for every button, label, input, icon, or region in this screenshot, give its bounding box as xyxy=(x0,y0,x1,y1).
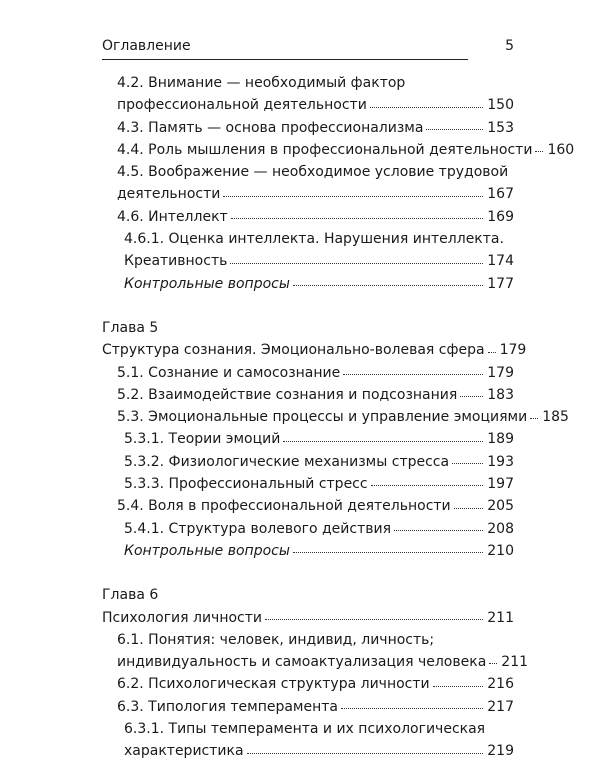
toc-entry-title: Структура сознания. Эмоционально-волевая сфера xyxy=(102,342,485,359)
dot-leader xyxy=(371,485,484,486)
dot-leader xyxy=(230,263,483,264)
toc-entry-title: индивидуальность и самоактуализация человека xyxy=(117,654,487,671)
toc-entry-page: 153 xyxy=(487,119,514,136)
toc-entry[interactable] xyxy=(102,607,514,629)
dot-leader xyxy=(452,463,483,464)
dot-leader xyxy=(283,441,483,442)
dot-leader xyxy=(293,552,483,553)
dot-leader xyxy=(454,508,484,509)
toc-entry xyxy=(102,317,514,339)
toc-entry[interactable] xyxy=(102,183,514,205)
header-rule xyxy=(102,59,468,60)
toc-entry-title: 6.3. Типология темперамента xyxy=(117,698,338,715)
toc-entry-title: 5.2. Взаимодействие сознания и подсознания xyxy=(117,386,458,403)
toc-entry-page: 210 xyxy=(487,542,514,559)
dot-leader xyxy=(341,708,483,709)
toc-entry-title: 5.4.1. Структура волевого действия xyxy=(124,520,392,537)
toc-entry[interactable] xyxy=(102,473,514,495)
toc-entry-title: 5.4. Воля в профессиональной деятельности xyxy=(117,498,451,515)
toc-entry-page: 169 xyxy=(487,208,514,225)
toc-entry-title: 6.2. Психологическая структура личности xyxy=(117,676,430,693)
toc-entry-line xyxy=(102,72,514,94)
dot-leader xyxy=(343,374,483,375)
toc-entry-title: 4.3. Память — основа профессионализма xyxy=(117,119,424,136)
toc-entry[interactable] xyxy=(102,651,529,673)
toc-entry[interactable] xyxy=(102,696,514,718)
toc-entry-title: 6.3.1. Типы темперамента и их психологическая xyxy=(124,721,486,738)
header-page-number: 5 xyxy=(505,38,514,54)
toc-entry-title: 5.3.3. Профессиональный стресс xyxy=(124,476,368,493)
dot-leader xyxy=(247,753,484,754)
toc-entry-page: 217 xyxy=(487,698,514,715)
toc-entry-title: 5.1. Сознание и самосознание xyxy=(117,364,341,381)
header-title: Оглавление xyxy=(102,38,191,54)
toc-entry-title: 4.6.1. Оценка интеллекта. Нарушения интеллекта. xyxy=(124,231,504,248)
toc-entry-title: профессиональной деятельности xyxy=(117,97,367,114)
toc-entry-line xyxy=(102,161,514,183)
dot-leader xyxy=(394,530,483,531)
toc-entry[interactable] xyxy=(102,362,514,384)
dot-leader xyxy=(265,619,483,620)
toc-entry-line xyxy=(102,629,514,651)
toc-entry-page: 177 xyxy=(487,275,514,292)
dot-leader xyxy=(535,151,543,152)
toc-entry-title: Креативность xyxy=(124,253,228,270)
toc-entry-page: 211 xyxy=(501,654,529,671)
toc-entry-title: Контрольные вопросы xyxy=(124,542,290,559)
dot-leader xyxy=(433,686,484,687)
toc-entry-page: 216 xyxy=(487,676,514,693)
toc-entry-page: 211 xyxy=(487,609,514,626)
toc-entry[interactable] xyxy=(102,94,514,116)
toc-entry-page: 189 xyxy=(487,431,514,448)
toc-entry[interactable] xyxy=(102,273,514,295)
dot-leader xyxy=(426,129,483,130)
dot-leader xyxy=(489,663,497,664)
toc-entry xyxy=(102,584,514,606)
toc-entry-title: деятельности xyxy=(117,186,221,203)
toc-entry-page: 183 xyxy=(487,386,514,403)
toc-entry-title: 5.3. Эмоциональные процессы и управление эмоциями xyxy=(117,409,528,426)
toc-entry[interactable] xyxy=(102,540,514,562)
toc-entry-page: 205 xyxy=(487,498,514,515)
toc-entry-page: 160 xyxy=(547,141,575,158)
toc-entry-page: 185 xyxy=(542,409,569,426)
dot-leader xyxy=(223,196,483,197)
toc-entry-page: 167 xyxy=(487,186,514,203)
toc-entry[interactable] xyxy=(102,206,514,228)
toc-entry[interactable] xyxy=(102,518,514,540)
toc-entry-title: 4.4. Роль мышления в профессиональной деятельности xyxy=(117,141,533,158)
toc-entry[interactable] xyxy=(102,406,569,428)
toc-entry[interactable] xyxy=(102,117,514,139)
toc-entry-page: 197 xyxy=(487,476,514,493)
toc-entry-title: 6.1. Понятия: человек, индивид, личность; xyxy=(117,631,435,648)
toc-entry[interactable] xyxy=(102,673,514,695)
dot-leader xyxy=(488,352,496,353)
toc-entry-page: 208 xyxy=(487,520,514,537)
toc-entry-title: Психология личности xyxy=(102,609,263,626)
toc-entry[interactable] xyxy=(102,428,514,450)
toc-entry-title: Глава 6 xyxy=(102,587,159,604)
toc-entry-line xyxy=(102,228,514,250)
section-gap xyxy=(102,295,514,317)
toc-entry[interactable] xyxy=(102,250,514,272)
toc-entry-page: 193 xyxy=(487,453,514,470)
toc-entry[interactable] xyxy=(102,139,575,161)
toc-entry-title: Контрольные вопросы xyxy=(124,275,290,292)
toc-entry-title: 5.3.1. Теории эмоций xyxy=(124,431,281,448)
toc-entry-page: 179 xyxy=(499,342,527,359)
dot-leader xyxy=(293,285,483,286)
toc-entry-page: 219 xyxy=(487,743,514,760)
toc-entry-title: 4.5. Воображение — необходимое условие трудовой xyxy=(117,164,509,181)
toc-entry-title: Глава 5 xyxy=(102,319,159,336)
toc-entry-title: 5.3.2. Физиологические механизмы стресса xyxy=(124,453,450,470)
toc-entry-title: характеристика xyxy=(124,743,244,760)
toc-entry[interactable] xyxy=(102,451,514,473)
toc-entry[interactable] xyxy=(102,339,527,361)
dot-leader xyxy=(370,107,483,108)
toc-entry-line xyxy=(102,718,514,740)
dot-leader xyxy=(460,396,483,397)
toc-entry[interactable] xyxy=(102,495,514,517)
toc-entry-page: 150 xyxy=(487,97,514,114)
toc-entry[interactable] xyxy=(102,384,514,406)
dot-leader xyxy=(530,418,538,419)
section-gap xyxy=(102,562,514,584)
toc-entry-page: 179 xyxy=(487,364,514,381)
toc-entry-page: 174 xyxy=(487,253,514,270)
table-of-contents xyxy=(102,72,575,763)
dot-leader xyxy=(231,218,484,219)
toc-entry[interactable] xyxy=(102,740,514,762)
toc-entry-title: 4.2. Внимание — необходимый фактор xyxy=(117,75,406,91)
toc-entry-title: 4.6. Интеллект xyxy=(117,208,228,225)
